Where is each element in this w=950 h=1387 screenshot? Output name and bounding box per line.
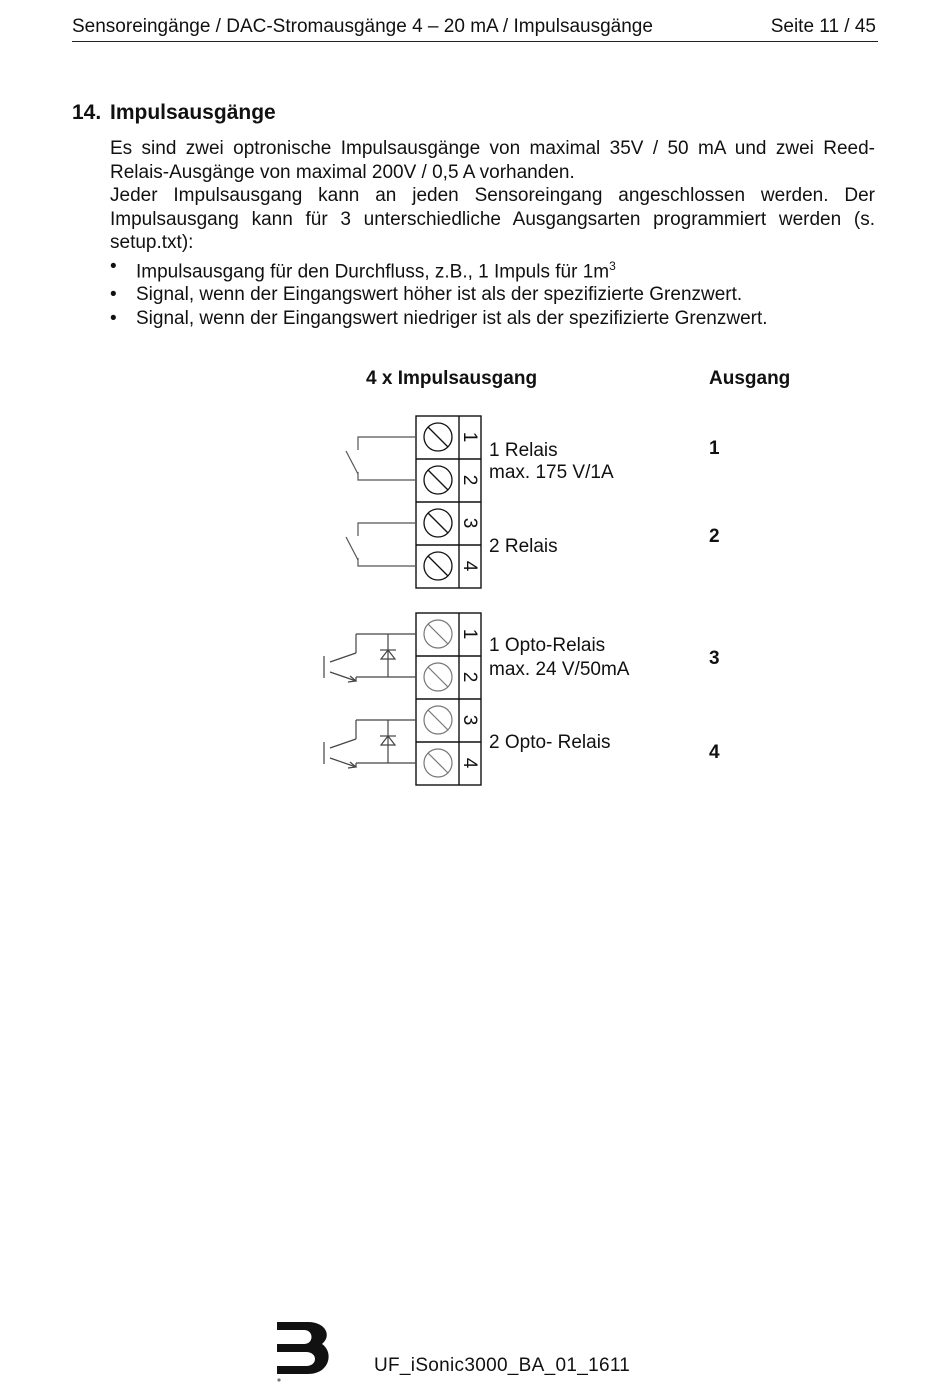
output-number: 3 <box>709 648 720 669</box>
section-number: 14. <box>72 101 102 124</box>
diagram-title: 4 x Impulsausgang <box>366 368 538 389</box>
output-number: 4 <box>709 742 720 763</box>
opto-2-label: 2 Opto- Relais <box>489 732 611 753</box>
relay-switch-symbols <box>346 437 416 566</box>
document-code: UF_iSonic3000_BA_01_1611 <box>374 1355 631 1376</box>
terminal-number: 4 <box>459 757 480 769</box>
terminal-number: 2 <box>459 474 480 486</box>
optocoupler-symbol <box>324 720 416 768</box>
opto-1-rating: max. 24 V/50mA <box>489 659 630 680</box>
company-logo <box>277 1322 329 1382</box>
terminal-number: 2 <box>459 671 480 683</box>
terminal-number: 4 <box>459 560 480 572</box>
optocoupler-symbol <box>324 634 416 682</box>
output-number: 1 <box>709 438 720 459</box>
relay-1-label: 1 Relais <box>489 440 558 461</box>
list-item: • Impulsausgang für den Durchfluss, z.B., 1 Impuls für $1m^3$ <box>110 255 875 284</box>
page-number: Seite 11 / 45 <box>770 16 876 37</box>
header-title: Sensoreingänge / DAC-Stromausgänge 4 – 20 mA / Impulsausgänge <box>72 16 653 37</box>
list-item: • Signal, wenn der Eingangswert niedriger ist als der spezifizierte Grenzwert. <box>110 307 875 331</box>
list-item: • Signal, wenn der Eingangswert höher ist als der spezifizierte Grenzwert. <box>110 283 875 307</box>
output-column-header: Ausgang <box>709 368 791 389</box>
terminal-number: 1 <box>459 628 480 640</box>
paragraph: Es sind zwei optronische Impulsausgänge von maximal 35V / 50 mA und zwei Reed-Relais-Ausgänge von maximal 200V / 0,5 A vorhanden. <box>110 138 875 183</box>
paragraph: Jeder Impulsausgang kann an jeden Sensoreingang angeschlossen werden. Der Impulsausgang kann für 3 unterschiedliche Ausgangsarten programmiert werden (s. setup.txt): <box>110 185 875 253</box>
relay-2-label: 2 Relais <box>489 536 558 557</box>
terminal-number: 3 <box>459 714 480 726</box>
terminal-number: 3 <box>459 517 480 529</box>
terminal-number: 1 <box>459 431 480 443</box>
section-title: Impulsausgänge <box>110 101 276 124</box>
opto-1-label: 1 Opto-Relais <box>489 635 606 656</box>
output-number: 2 <box>709 526 720 547</box>
relay-1-rating: max. 175 V/1A <box>489 462 614 483</box>
